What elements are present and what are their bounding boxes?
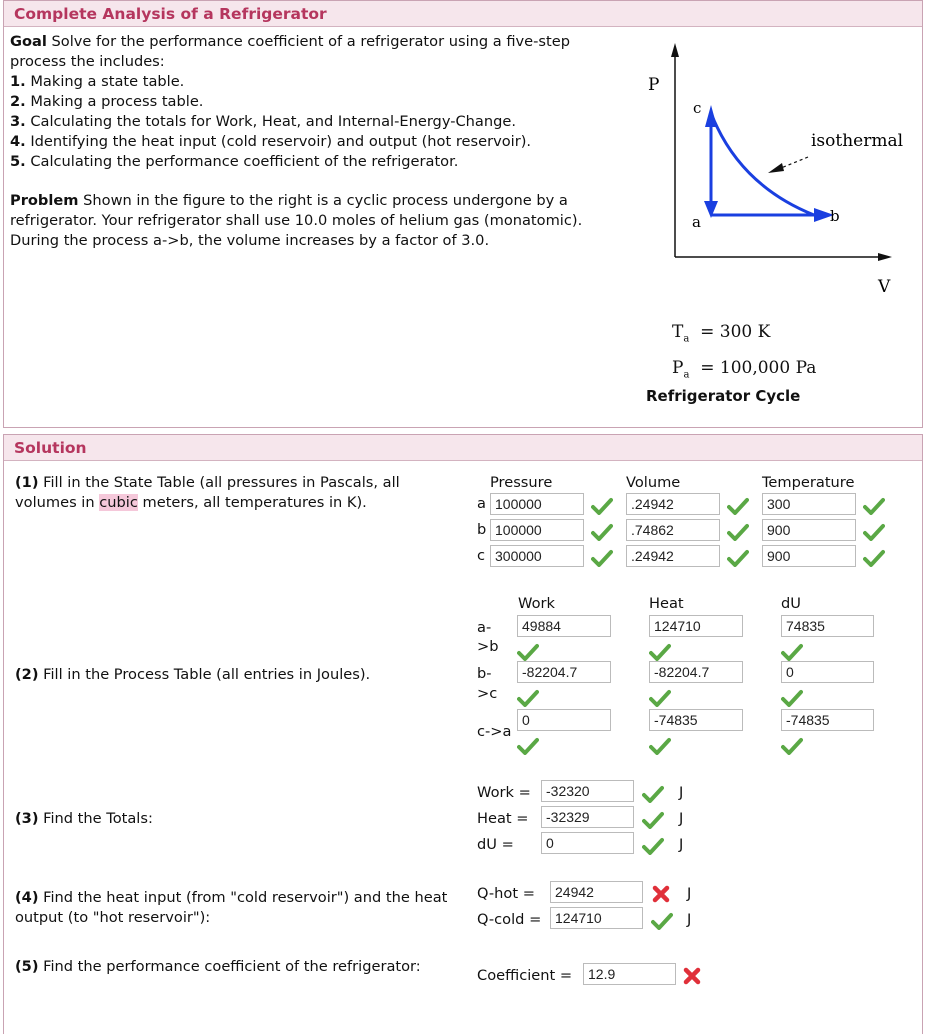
col-header-temperature: Temperature: [762, 474, 855, 491]
highlighted-word: cubic: [99, 494, 138, 511]
process-row-label: b-: [477, 665, 492, 682]
check-icon: [781, 643, 803, 661]
pressure-a-input[interactable]: 100000: [490, 493, 584, 515]
pressure-a: $P_a = 100,000$ Pa: [672, 358, 817, 381]
step-item: 4. Identifying the heat input (cold reservoir) and output (hot reservoir).: [10, 133, 532, 150]
unit-label: J: [679, 836, 684, 853]
check-icon: [863, 523, 885, 541]
process-row-label: a-: [477, 619, 492, 636]
goal-paragraph: [10, 32, 630, 72]
step3-instructions: (3) Find the Totals:: [15, 810, 153, 827]
step5-instructions: (5) Find the performance coefficient of the refrigerator:: [15, 958, 421, 975]
volume-c-input[interactable]: .24942: [626, 545, 720, 567]
temperature-a-input[interactable]: 300: [762, 493, 856, 515]
unit-label: J: [679, 810, 684, 827]
check-icon: [649, 643, 671, 661]
cross-icon: [682, 966, 702, 986]
p-axis-label: P: [648, 75, 660, 95]
total-heat-input[interactable]: -32329: [541, 806, 634, 828]
col-header-work: Work: [518, 595, 555, 612]
check-icon: [727, 549, 749, 567]
heat-ca-input[interactable]: -74835: [649, 709, 743, 731]
state-row-label: c: [477, 547, 486, 564]
problem-paragraph: [10, 191, 630, 251]
qhot-label: Q-hot =: [477, 885, 535, 902]
work-ab-input[interactable]: 49884: [517, 615, 611, 637]
arrow-up-icon: [705, 105, 717, 127]
step-item: 2. Making a process table.: [10, 93, 204, 110]
check-icon: [863, 497, 885, 515]
qhot-input[interactable]: 24942: [550, 881, 643, 903]
panel-title: Complete Analysis of a Refrigerator: [4, 1, 922, 27]
v-axis-arrow-icon: [878, 253, 892, 261]
check-icon: [781, 689, 803, 707]
temperature-a: $T_a = 300$ K: [672, 322, 771, 345]
step4-instructions: (4) Find the heat input (from "cold reservoir") and the heat output (to "hot reservoir"):: [15, 889, 448, 926]
step-item: 5. Calculating the performance coefficient of the refrigerator.: [10, 153, 459, 170]
step2-instructions: (2) Fill in the Process Table (all entries in Joules).: [15, 666, 371, 683]
v-axis-label: V: [878, 277, 891, 297]
col-header-heat: Heat: [649, 595, 684, 612]
solution-title: Solution: [4, 435, 922, 461]
volume-a-input[interactable]: .24942: [626, 493, 720, 515]
qcold-input[interactable]: 124710: [550, 907, 643, 929]
work-bc-input[interactable]: -82204.7: [517, 661, 611, 683]
check-icon: [591, 523, 613, 541]
coefficient-input[interactable]: 12.9: [583, 963, 676, 985]
problem-label: Problem: [10, 192, 79, 209]
heat-ab-input[interactable]: 124710: [649, 615, 743, 637]
qcold-label: Q-cold =: [477, 911, 542, 928]
unit-label: J: [679, 784, 684, 801]
point-label-c: c: [693, 99, 702, 117]
step-item: 1. Making a state table.: [10, 73, 185, 90]
col-header-du: dU: [781, 595, 801, 612]
process-row-label: >b: [477, 638, 499, 655]
isothermal-label: isothermal: [811, 131, 904, 151]
problem-statement: [10, 32, 630, 251]
check-icon: [517, 643, 539, 661]
step1-instructions: (1) Fill in the State Table (all pressures in Pascals, all volumes in cubic meters, all temperatures in K).: [15, 474, 400, 511]
total-du-label: dU =: [477, 836, 514, 853]
pressure-b-input[interactable]: 100000: [490, 519, 584, 541]
step-item: 3. Calculating the totals for Work, Heat, and Internal-Energy-Change.: [10, 113, 516, 130]
process-row-label: c->a: [477, 723, 512, 740]
unit-label: J: [687, 885, 692, 902]
temperature-b-input[interactable]: 900: [762, 519, 856, 541]
total-work-input[interactable]: -32320: [541, 780, 634, 802]
state-row-label: b: [477, 521, 487, 538]
total-du-input[interactable]: 0: [541, 832, 634, 854]
point-label-a: a: [692, 213, 701, 231]
pressure-c-input[interactable]: 300000: [490, 545, 584, 567]
check-icon: [642, 785, 664, 803]
check-icon: [649, 737, 671, 755]
col-header-pressure: Pressure: [490, 474, 553, 491]
problem-panel: [3, 0, 923, 428]
check-icon: [651, 912, 673, 930]
p-axis-arrow-icon: [671, 43, 679, 57]
du-ab-input[interactable]: 74835: [781, 615, 874, 637]
total-work-label: Work =: [477, 784, 531, 801]
problem-text: Shown in the figure to the right is a cyclic process undergone by a refrigerator. Your refrigerator shall use 10.0 moles of helium gas (monatomic). During the process a->b, the volume increases by a factor of 3.0.: [10, 192, 583, 249]
goal-text: Solve for the performance coefficient of a refrigerator using a five-step process the includes:: [10, 33, 570, 70]
cross-icon: [651, 884, 671, 904]
check-icon: [727, 497, 749, 515]
isothermal-curve: [711, 113, 814, 215]
temperature-c-input[interactable]: 900: [762, 545, 856, 567]
check-icon: [649, 689, 671, 707]
check-icon: [591, 549, 613, 567]
isothermal-pointer: [781, 157, 808, 168]
check-icon: [781, 737, 803, 755]
work-ca-input[interactable]: 0: [517, 709, 611, 731]
check-icon: [642, 837, 664, 855]
check-icon: [517, 689, 539, 707]
point-label-b: b: [830, 207, 840, 225]
pointer-arrow-icon: [768, 163, 784, 173]
goal-label: Goal: [10, 33, 47, 50]
total-heat-label: Heat =: [477, 810, 529, 827]
pv-diagram: [634, 35, 919, 305]
unit-label: J: [687, 911, 692, 928]
col-header-volume: Volume: [626, 474, 681, 491]
heat-bc-input[interactable]: -82204.7: [649, 661, 743, 683]
figure-caption: Refrigerator Cycle: [646, 387, 801, 405]
check-icon: [517, 737, 539, 755]
volume-b-input[interactable]: .74862: [626, 519, 720, 541]
coefficient-label: Coefficient =: [477, 967, 573, 984]
check-icon: [642, 811, 664, 829]
du-ca-input[interactable]: -74835: [781, 709, 874, 731]
check-icon: [863, 549, 885, 567]
check-icon: [591, 497, 613, 515]
process-row-label: >c: [477, 685, 498, 702]
du-bc-input[interactable]: 0: [781, 661, 874, 683]
state-row-label: a: [477, 495, 486, 512]
check-icon: [727, 523, 749, 541]
